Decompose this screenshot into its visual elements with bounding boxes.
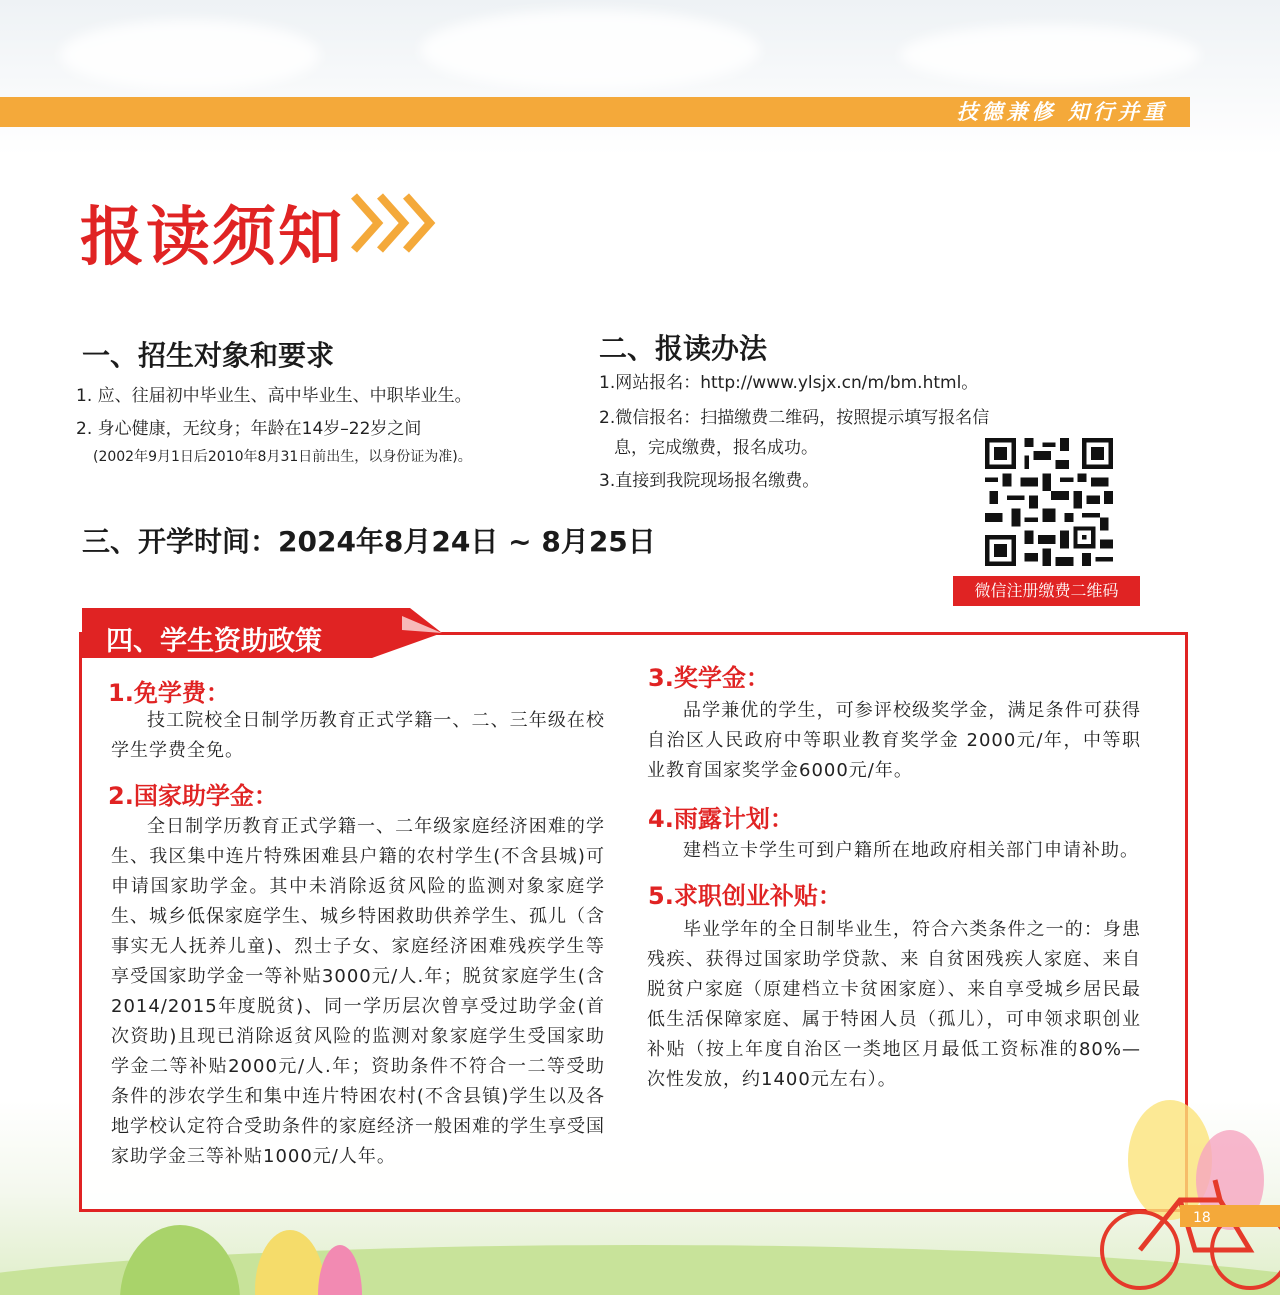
policy-text: 全日制学历教育正式学籍一、二年级家庭经济困难的学生、我区集中连片特殊困难县户籍的农村学生(不含县城)可申请国家助学金。其中未消除返贫风险的监测对象家庭学生、城乡低保家庭学生、城乡特困救助供养学生、孤儿（含事实无人抚养儿童)、烈士子女、家庭经济困难残疾学生等享受国家助学金一等补贴3000元/人.年；脱贫家庭学生(含2014/2015年度脱贫)、同一学历层次曾享受过助学金(首次资助)且现已消除返贫风险的监测对象家庭学生受国家助学金二等补贴2000元/人.年；资助条件不符合一二等受助条件的涉农学生和集中连片特困农村(不含县镇)学生以及各地学校认定符合受助条件的家庭经济一般困难的学生享受国家助学金三等补贴1000元/人年。: [111, 816, 605, 1167]
section2-heading: 二、报读办法: [599, 332, 768, 365]
section2-item: 2.微信报名：扫描缴费二维码，按照提示填写报名信: [599, 408, 990, 428]
policy-title: 3.奖学金：: [648, 664, 770, 692]
section3-heading: 三、开学时间：2024年8月24日 ~ 8月25日: [82, 525, 656, 558]
header-bar: [0, 97, 1190, 127]
policy-text: 建档立卡学生可到户籍所在地政府相关部门申请补助。: [683, 840, 1139, 861]
policy-text: 品学兼优的学生，可参评校级奖学金，满足条件可获得自治区人民政府中等职业教育奖学金 2000元/年，中等职业教育国家奖学金6000元/年。: [647, 700, 1141, 781]
cloud-decoration: [900, 25, 1200, 85]
bicycle-illustration: [1100, 1100, 1280, 1295]
policy-title: 4.雨露计划：: [648, 805, 794, 833]
section1-heading: 一、招生对象和要求: [82, 339, 335, 372]
section1-item: 2. 身心健康，无纹身；年龄在14岁–22岁之间: [76, 419, 422, 439]
page-title: 报读须知: [80, 200, 344, 275]
policy-title: 5.求职创业补贴：: [648, 882, 842, 910]
motto: 技德兼修 知行并重: [956, 99, 1168, 124]
page-number: 18: [1193, 1210, 1211, 1226]
chevron-right-icon: [350, 192, 442, 254]
policy-title: 2.国家助学金：: [108, 782, 278, 810]
policy-title: 1.免学费：: [108, 679, 230, 707]
qr-code-icon: [985, 438, 1113, 566]
cloud-decoration: [420, 10, 760, 90]
section1-note: (2002年9月1日后2010年8月31日前出生，以身份证为准)。: [93, 449, 472, 465]
section2-item: 1.网站报名：http://www.ylsjx.cn/m/bm.html。: [599, 373, 979, 393]
section2-item: 3.直接到我院现场报名缴费。: [599, 471, 820, 491]
cloud-decoration: [60, 20, 320, 90]
policy-text: 毕业学年的全日制毕业生，符合六类条件之一的：身患残疾、获得过国家助学贷款、来 自贫困残疾人家庭、来自脱贫户家庭（原建档立卡贫困家庭）、来自享受城乡居民最低生活保障家庭、属于特困人员（孤儿），可申领求职创业补贴（按上年度自治区一类地区月最低工资标准的80%—次性发放，约1400元左右）。: [647, 919, 1141, 1090]
section4-heading: 四、学生资助政策: [106, 626, 322, 657]
grass-decoration: [0, 1215, 1280, 1295]
qr-code-label: 微信注册缴费二维码: [953, 576, 1140, 606]
policy-text: 技工院校全日制学历教育正式学籍一、二、三年级在校学生学费全免。: [111, 710, 605, 761]
section1-item: 1. 应、往届初中毕业生、高中毕业生、中职毕业生。: [76, 386, 472, 406]
section2-item: 息，完成缴费，报名成功。: [614, 438, 818, 458]
